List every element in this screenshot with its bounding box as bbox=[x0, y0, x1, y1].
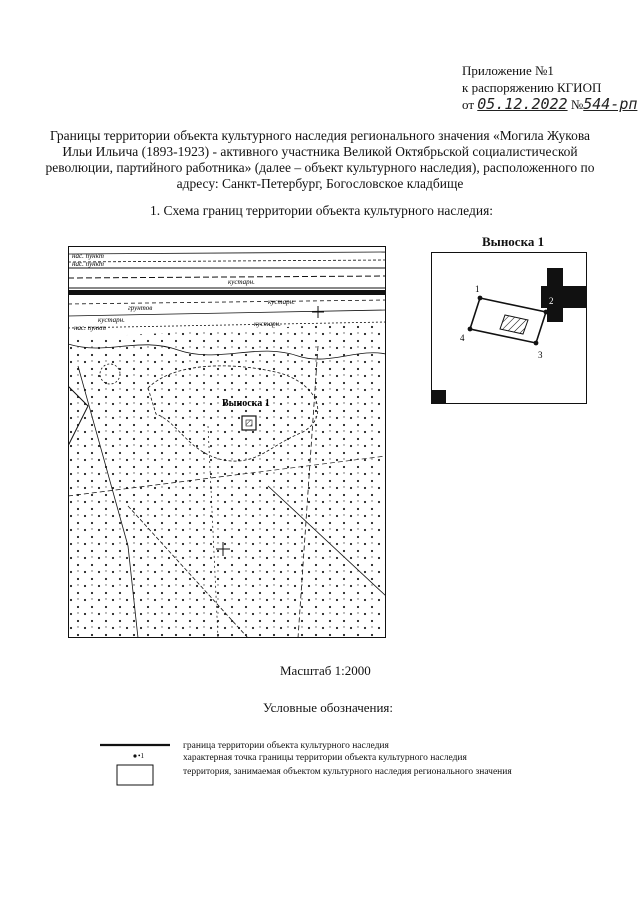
map-label: кустарн. bbox=[254, 320, 281, 328]
building-block bbox=[432, 390, 446, 403]
date-prefix: от bbox=[462, 97, 475, 112]
map-label: кустарн. bbox=[98, 316, 125, 324]
boundary-point bbox=[478, 296, 483, 301]
appendix-block bbox=[462, 62, 637, 113]
document-title: Границы территории объекта культурного наследия регионального значения «Могила Жукова Ильи Ильича (1893-1923) - активного участника Великой Октябрьской социалистической революции, партийного работника» (далее – объект культурного наследия), расположенного по адресу: Санкт-Петербург, Богословское кладбище bbox=[45, 128, 595, 191]
order-number: 544-рп bbox=[583, 95, 638, 113]
legend-item-territory: территория, занимаемая объектом культурного наследия регионального значения bbox=[183, 767, 512, 777]
appendix-line3 bbox=[462, 96, 637, 113]
legend-title: Условные обозначения: bbox=[263, 700, 394, 715]
map-label: кустарн. bbox=[268, 298, 295, 306]
legend-item-boundary: граница территории объекта культурного наследия bbox=[183, 741, 389, 751]
territory-symbol bbox=[117, 765, 153, 785]
map-label: нас. пункт bbox=[72, 260, 104, 268]
appendix-line2: к распоряжению КГИОП bbox=[462, 80, 602, 95]
section-heading: 1. Схема границ территории объекта культурного наследия: bbox=[150, 203, 494, 218]
point-label: 4 bbox=[460, 333, 465, 343]
site-map bbox=[68, 246, 386, 638]
railway-line bbox=[68, 290, 386, 295]
boundary-point bbox=[544, 310, 549, 315]
point-label: 3 bbox=[538, 350, 543, 360]
map-label: нас. пункт bbox=[72, 252, 104, 260]
map-label: нас. пункт bbox=[74, 324, 106, 332]
map-scale: Масштаб 1:2000 bbox=[280, 663, 371, 678]
point-label: 2 bbox=[549, 296, 554, 306]
point-symbol bbox=[133, 754, 136, 757]
boundary-point bbox=[534, 341, 539, 346]
appendix-line1: Приложение №1 bbox=[462, 63, 554, 78]
number-prefix: № bbox=[570, 97, 584, 112]
legend-symbols bbox=[100, 738, 170, 790]
order-date: 05.12.2022 bbox=[477, 95, 568, 113]
callout-map bbox=[431, 252, 587, 404]
legend-item-point: характерная точка границы территории объекта культурного наследия bbox=[183, 753, 467, 763]
map-label: кустарн. bbox=[228, 278, 255, 286]
point-label: 1 bbox=[475, 284, 480, 294]
callout-title: Выноска 1 bbox=[482, 234, 545, 249]
point-symbol-label: •1 bbox=[138, 752, 144, 760]
map-callout-label: Выноска 1 bbox=[222, 398, 270, 409]
boundary-point bbox=[468, 327, 473, 332]
map-label: грунтов bbox=[128, 304, 153, 312]
vegetation-area bbox=[68, 322, 386, 638]
